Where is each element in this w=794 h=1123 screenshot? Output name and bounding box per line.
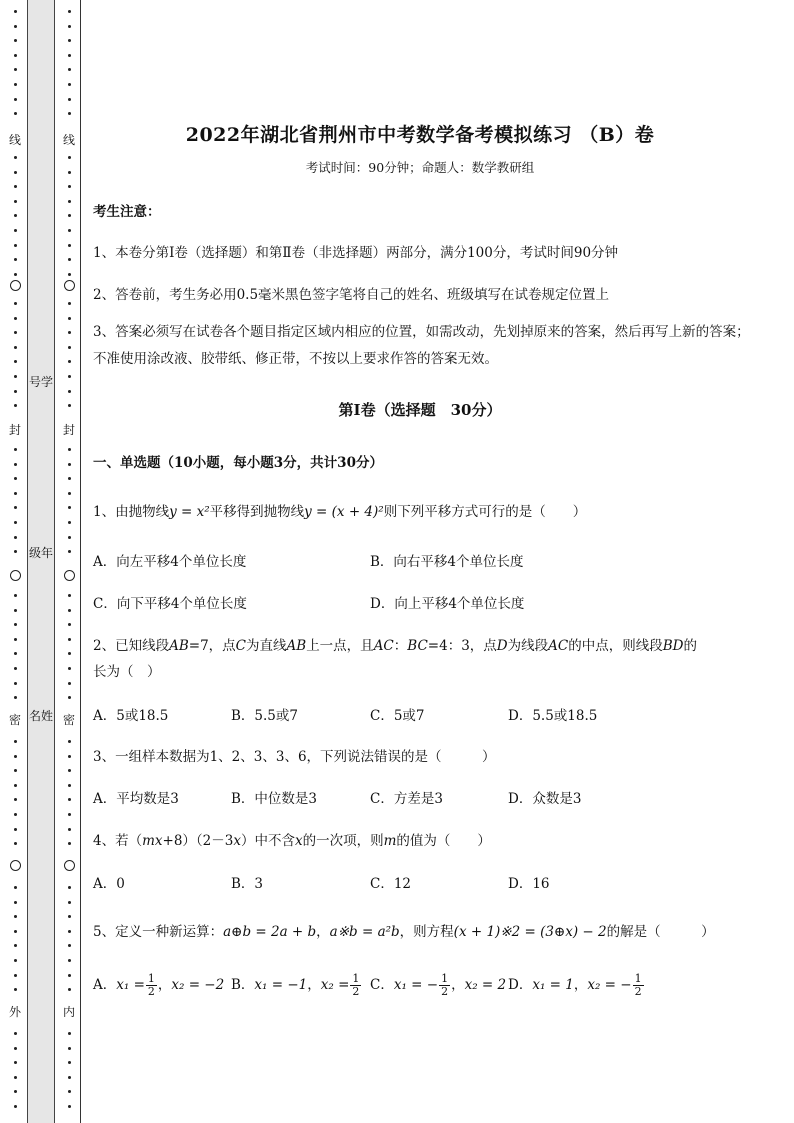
outer-dot [14, 682, 17, 685]
outer-dot [14, 10, 17, 13]
outer-dot [14, 638, 17, 641]
question-2-line-1 [93, 634, 697, 654]
fraction-denominator: 2 [147, 985, 155, 998]
outer-dot [14, 273, 17, 276]
inner-dot [68, 901, 71, 904]
inner-dot [68, 784, 71, 787]
inner-dot [68, 623, 71, 626]
inner-dot [68, 83, 71, 86]
name-label: 名姓 [28, 709, 53, 723]
inner-dot [68, 448, 71, 451]
outer-circle-mark [10, 860, 21, 871]
notice-item-3: 3、答案必须写在试卷各个题目指定区域内相应的位置，如需改动，先划掉原来的答案，然后再写上新的答案；不准使用涂改液、胶带纸、修正带，不按以上要求作答的答案无效。 [93, 324, 750, 367]
outer-dot [14, 171, 17, 174]
inner-dot [68, 185, 71, 188]
fraction [146, 973, 157, 998]
inner-dot [68, 317, 71, 320]
inner-dot [68, 302, 71, 305]
option-x1: x₁ = − [393, 977, 439, 993]
q3-option-c: C．方差是3 [370, 791, 443, 807]
q5-text: ， [316, 924, 330, 940]
inner-dot [68, 331, 71, 334]
q3-option-b: B．中位数是3 [231, 791, 318, 807]
outer-dot [14, 54, 17, 57]
q2-var: AB [286, 638, 307, 654]
outer-mark-char: 外 [8, 1005, 21, 1019]
inner-mark-char: 线 [62, 133, 75, 147]
outer-dot [14, 506, 17, 509]
outer-dot [14, 360, 17, 363]
q5-text: 的解是（ ） [606, 924, 715, 940]
inner-dot [68, 798, 71, 801]
inner-dot [68, 463, 71, 466]
inner-dot [68, 200, 71, 203]
option-sep: ， [573, 977, 588, 993]
outer-dot [14, 1032, 17, 1035]
outer-dot [14, 375, 17, 378]
inner-mark-char: 密 [62, 713, 75, 727]
outer-dot [14, 594, 17, 597]
outer-dot [14, 623, 17, 626]
q4-var: x [294, 833, 303, 849]
option-x2: x₂ = 2 [464, 977, 507, 993]
q3-option-a: A．平均数是3 [93, 791, 179, 807]
inner-dot [68, 959, 71, 962]
inner-dot [68, 1090, 71, 1093]
q2-option-c: C．5或7 [370, 708, 425, 724]
binding-divider-line [80, 0, 81, 1123]
inner-mark-char: 内 [62, 1005, 75, 1019]
inner-dot [68, 25, 71, 28]
inner-dot [68, 477, 71, 480]
exam-subtitle: 考试时间：90分钟；命题人：数学教研组 [305, 160, 535, 175]
outer-dot [14, 112, 17, 115]
inner-dot [68, 1061, 71, 1064]
q4-var: m [383, 833, 397, 849]
option-sep: ， [157, 977, 172, 993]
option-x2: x₂ = −2 [171, 977, 225, 993]
q4-option-c: C．12 [370, 876, 412, 892]
q2-var: BC [407, 638, 428, 654]
q5-definition-1: a⊕b = 2a + b [223, 924, 317, 940]
outer-dot [14, 1105, 17, 1108]
outer-dot [14, 214, 17, 217]
inner-dot [68, 375, 71, 378]
outer-dot [14, 828, 17, 831]
outer-dot [14, 1061, 17, 1064]
fraction-denominator: 2 [352, 985, 360, 998]
question-3: 3、一组样本数据为1、2、3、3、6，下列说法错误的是（ ） [93, 749, 496, 765]
outer-dot [14, 959, 17, 962]
outer-dot [14, 346, 17, 349]
option-x1: x₁ = [116, 977, 145, 993]
inner-dot [68, 68, 71, 71]
inner-dot [68, 828, 71, 831]
q4-text: 的值为（ ） [396, 833, 491, 849]
outer-dot [14, 696, 17, 699]
inner-dot [68, 1076, 71, 1079]
outer-dot [14, 886, 17, 889]
inner-dot [68, 10, 71, 13]
outer-dot [14, 477, 17, 480]
inner-dot [68, 667, 71, 670]
outer-dot [14, 317, 17, 320]
outer-dot [14, 915, 17, 918]
notice-heading: 考生注意： [93, 204, 161, 220]
inner-dot [68, 506, 71, 509]
q1-option-b: B．向右平移4个单位长度 [370, 554, 524, 570]
q2-text: 的 [683, 638, 697, 654]
inner-dot [68, 258, 71, 261]
q4-option-b: B．3 [231, 876, 264, 892]
q2-var: AC [548, 638, 569, 654]
q1-option-a: A．向左平移4个单位长度 [93, 554, 247, 570]
inner-dot [68, 988, 71, 991]
outer-dot [14, 185, 17, 188]
outer-dot [14, 404, 17, 407]
q4-text: 的一次项，则 [302, 833, 384, 849]
q5-option-a [93, 973, 224, 998]
inner-dot [68, 915, 71, 918]
inner-dot [68, 740, 71, 743]
outer-dot [14, 156, 17, 159]
q1-option-d: D．向上平移4个单位长度 [370, 596, 525, 612]
q2-option-d: D．5.5或18.5 [508, 708, 598, 724]
option-letter: C． [370, 977, 394, 993]
outer-dot [14, 813, 17, 816]
fraction-numerator: 1 [441, 972, 449, 985]
outer-dot [14, 521, 17, 524]
inner-dot [68, 769, 71, 772]
q2-option-b: B．5.5或7 [231, 708, 298, 724]
option-x1: x₁ = −1 [254, 977, 308, 993]
option-letter: B． [231, 977, 255, 993]
inner-dot [68, 652, 71, 655]
inner-dot [68, 171, 71, 174]
option-letter: D． [508, 977, 533, 993]
fraction-numerator: 1 [634, 972, 642, 985]
inner-dot [68, 696, 71, 699]
q4-var: mx [142, 833, 163, 849]
outer-dot [14, 83, 17, 86]
inner-dot [68, 156, 71, 159]
question-1 [93, 500, 586, 520]
q2-var: C [235, 638, 247, 654]
q5-text: 5、定义一种新运算： [93, 924, 224, 940]
inner-dot [68, 492, 71, 495]
inner-dot [68, 842, 71, 845]
q1-suffix: 则下列平移方式可行的是（ ） [383, 504, 587, 520]
grade-label: 级年 [28, 546, 53, 560]
inner-circle-mark [64, 280, 75, 291]
outer-dot [14, 200, 17, 203]
outer-dot [14, 944, 17, 947]
outer-dot [14, 244, 17, 247]
outer-circle-mark [10, 570, 21, 581]
q2-text: 为线段 [507, 638, 549, 654]
outer-mark-char: 密 [8, 713, 21, 727]
fraction [633, 973, 644, 998]
inner-dot [68, 682, 71, 685]
outer-dot [14, 98, 17, 101]
outer-dot [14, 25, 17, 28]
inner-dot [68, 244, 71, 247]
inner-dot [68, 390, 71, 393]
inner-dot [68, 273, 71, 276]
option-x2: x₂ = − [587, 977, 632, 993]
outer-mark-char: 封 [8, 423, 21, 437]
option-x1: x₁ = 1 [532, 977, 574, 993]
outer-dot [14, 39, 17, 42]
inner-dot [68, 886, 71, 889]
inner-dot [68, 638, 71, 641]
q4-text: ）中不含 [240, 833, 295, 849]
q2-var: BD [662, 638, 684, 654]
q1-equation-2: y = (x + 4)² [304, 504, 384, 520]
outer-dot [14, 302, 17, 305]
q2-text: 2、已知线段 [93, 638, 170, 654]
inner-dot [68, 214, 71, 217]
fraction-numerator: 1 [352, 972, 360, 985]
section-title: 第Ⅰ卷（选择题 30分） [338, 401, 502, 419]
q2-text: 为直线 [246, 638, 287, 654]
option-sep: ， [451, 977, 465, 993]
outer-dot-column [8, 0, 22, 1123]
exam-title: 2022年湖北省荆州市中考数学备考模拟练习 （B）卷 [185, 124, 655, 146]
outer-dot [14, 1090, 17, 1093]
outer-dot [14, 755, 17, 758]
inner-mark-char: 封 [62, 423, 75, 437]
inner-dot [68, 813, 71, 816]
inner-dot [68, 112, 71, 115]
outer-dot [14, 331, 17, 334]
outer-dot [14, 390, 17, 393]
question-5 [93, 920, 715, 940]
inner-dot [68, 98, 71, 101]
outer-dot [14, 988, 17, 991]
outer-circle-mark [10, 280, 21, 291]
outer-dot [14, 784, 17, 787]
inner-dot [68, 404, 71, 407]
outer-dot [14, 740, 17, 743]
fraction-denominator: 2 [634, 985, 642, 998]
q5-option-c [370, 973, 506, 998]
outer-dot [14, 1076, 17, 1079]
inner-dot [68, 944, 71, 947]
outer-dot [14, 609, 17, 612]
inner-dot [68, 360, 71, 363]
outer-dot [14, 448, 17, 451]
notice-item-2: 2、答卷前，考生务必用0.5毫米黑色签字笔将自己的姓名、班级填写在试卷规定位置上 [93, 287, 610, 303]
q2-text: =7，点 [188, 638, 236, 654]
q2-var: AC [373, 638, 394, 654]
option-letter: A． [93, 977, 117, 993]
q2-text: =4：3，点 [427, 638, 497, 654]
inner-dot-column [62, 0, 76, 1123]
outer-dot [14, 974, 17, 977]
q2-var: D [496, 638, 508, 654]
q5-option-b [231, 973, 362, 998]
notice-item-1: 1、本卷分第Ⅰ卷（选择题）和第Ⅱ卷（非选择题）两部分，满分100分，考试时间90分钟 [93, 245, 619, 261]
outer-dot [14, 652, 17, 655]
question-4 [93, 829, 491, 849]
q5-equation: (x + 1)※2 = (3⊕x) − 2 [453, 924, 607, 940]
fraction-denominator: 2 [441, 985, 449, 998]
outer-dot [14, 229, 17, 232]
q2-text: 的中点，则线段 [568, 638, 663, 654]
q4-var: x [233, 833, 241, 849]
outer-dot [14, 842, 17, 845]
outer-dot [14, 667, 17, 670]
inner-dot [68, 54, 71, 57]
outer-mark-char: 线 [8, 133, 21, 147]
q5-text: ，则方程 [399, 924, 454, 940]
question-2-line-2: 长为（ ） [93, 664, 161, 680]
outer-dot [14, 1047, 17, 1050]
q2-var: AB [169, 638, 189, 654]
q4-option-d: D．16 [508, 876, 550, 892]
outer-dot [14, 798, 17, 801]
outer-dot [14, 536, 17, 539]
inner-dot [68, 1047, 71, 1050]
fraction [439, 973, 450, 998]
outer-dot [14, 769, 17, 772]
inner-dot [68, 39, 71, 42]
inner-dot [68, 755, 71, 758]
outer-dot [14, 930, 17, 933]
q2-option-a: A．5或18.5 [93, 708, 169, 724]
inner-circle-mark [64, 860, 75, 871]
inner-dot [68, 229, 71, 232]
inner-dot [68, 974, 71, 977]
outer-dot [14, 258, 17, 261]
q1-equation-1: y = x² [169, 504, 210, 520]
outer-dot [14, 901, 17, 904]
q3-option-d: D．众数是3 [508, 791, 582, 807]
q4-text: +8）（2－3 [162, 833, 234, 849]
option-x2: x₂ = [320, 977, 350, 993]
inner-dot [68, 1105, 71, 1108]
q2-text: 上一点，且 [306, 638, 374, 654]
q1-middle: 平移得到抛物线 [209, 504, 305, 520]
inner-dot [68, 536, 71, 539]
outer-dot [14, 492, 17, 495]
inner-dot [68, 609, 71, 612]
inner-circle-mark [64, 570, 75, 581]
outer-dot [14, 463, 17, 466]
student-number-label: 号学 [28, 375, 53, 389]
q4-text: 4、若（ [93, 833, 143, 849]
inner-dot [68, 1032, 71, 1035]
inner-dot [68, 550, 71, 553]
outer-dot [14, 550, 17, 553]
option-sep: ， [307, 977, 321, 993]
q2-text: ： [393, 638, 408, 654]
fraction [350, 973, 361, 998]
inner-dot [68, 930, 71, 933]
fraction-numerator: 1 [147, 972, 155, 985]
q5-option-d [508, 973, 645, 998]
q1-prefix: 1、由抛物线 [93, 504, 170, 520]
q1-option-c: C．向下平移4个单位长度 [93, 596, 247, 612]
outer-dot [14, 68, 17, 71]
inner-dot [68, 521, 71, 524]
inner-dot [68, 594, 71, 597]
q5-definition-2: a※b = a²b [329, 924, 400, 940]
q4-option-a: A．0 [93, 876, 125, 892]
inner-dot [68, 346, 71, 349]
part-heading: 一、单选题（10小题，每小题3分，共计30分） [93, 455, 383, 471]
